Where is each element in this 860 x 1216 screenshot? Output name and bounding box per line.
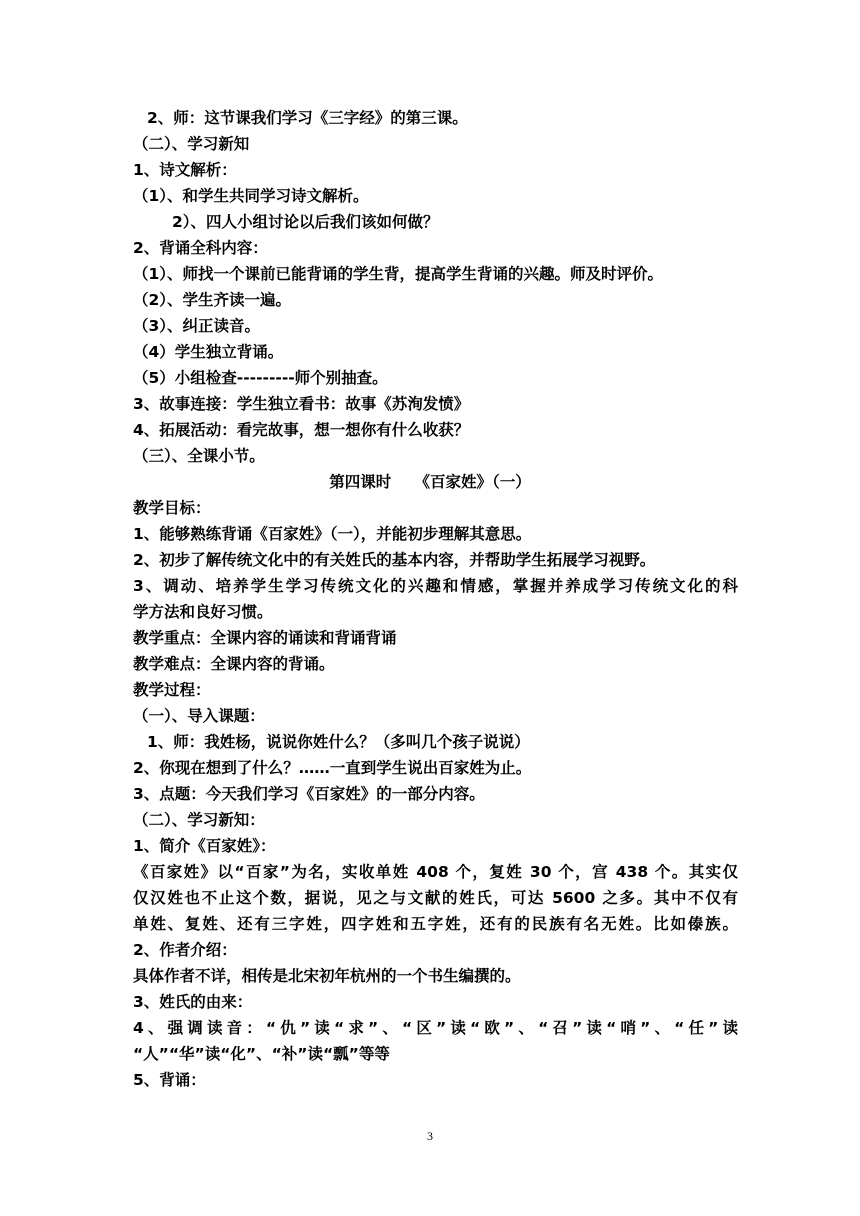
text-line: 具体作者不详，相传是北宋初年杭州的一个书生编撰的。 bbox=[133, 967, 521, 985]
text-line: 4、强调读音：“仇”读“求”、“区”读“欧”、“召”读“哨”、“任”读 bbox=[133, 1019, 738, 1037]
page-number: 3 bbox=[427, 1129, 433, 1143]
text-line: 1、师：我姓杨，说说你姓什么？（多叫几个孩子说说） bbox=[147, 733, 530, 751]
section-heading: （二）、学习新知 bbox=[133, 135, 250, 153]
text-line: “人”“华”读“化”、“补”读“瓢”等等 bbox=[133, 1045, 390, 1063]
text-line: 教学重点：全课内容的诵读和背诵背诵 bbox=[133, 629, 397, 647]
text-line: 2、你现在想到了什么？……一直到学生说出百家姓为止。 bbox=[133, 759, 532, 777]
text-line: 1、诗文解析： bbox=[133, 161, 237, 179]
text-line: 2、作者介绍： bbox=[133, 941, 237, 959]
text-line: 仅汉姓也不止这个数，据说，见之与文献的姓氏，可达 5600 之多。其中不仅有 bbox=[133, 889, 738, 907]
text-line: 2、初步了解传统文化中的有关姓氏的基本内容，并帮助学生拓展学习视野。 bbox=[133, 551, 656, 569]
section-heading: （三）、全课小节。 bbox=[133, 447, 265, 465]
text-line: 3、故事连接：学生独立看书：故事《苏洵发愤》 bbox=[133, 395, 470, 413]
text-line: 4、拓展活动：看完故事，想一想你有什么收获？ bbox=[133, 421, 470, 439]
section-heading: 教学目标： bbox=[133, 499, 211, 517]
text-line: （2）、学生齐读一遍。 bbox=[133, 291, 292, 309]
section-heading: （一）、导入课题： bbox=[133, 707, 265, 725]
text-line: 3、点题：今天我们学习《百家姓》的一部分内容。 bbox=[133, 785, 485, 803]
section-heading: （二）、学习新知： bbox=[133, 811, 265, 829]
text-line: 1、能够熟练背诵《百家姓》（一），并能初步理解其意思。 bbox=[133, 525, 532, 543]
text-line: （1）、和学生共同学习诗文解析。 bbox=[133, 187, 369, 205]
section-heading: 教学过程： bbox=[133, 681, 211, 699]
text-line: （5）小组检查---------师个别抽查。 bbox=[133, 369, 388, 387]
text-line: 学方法和良好习惯。 bbox=[133, 603, 273, 621]
text-line: 5、背诵： bbox=[133, 1071, 206, 1089]
text-line: 单姓、复姓、还有三字姓，四字姓和五字姓，还有的民族有名无姓。比如傣族。 bbox=[133, 915, 738, 933]
text-line: 2）、四人小组讨论以后我们该如何做？ bbox=[172, 213, 439, 231]
text-line: 3、调动、培养学生学习传统文化的兴趣和情感，掌握并养成学习传统文化的科 bbox=[133, 577, 738, 595]
text-line: 教学难点：全课内容的背诵。 bbox=[133, 655, 335, 673]
text-line: （1）、师找一个课前已能背诵的学生背，提高学生背诵的兴趣。师及时评价。 bbox=[133, 265, 664, 283]
text-line: 2、师：这节课我们学习《三字经》的第三课。 bbox=[147, 109, 468, 127]
text-line: （4）学生独立背诵。 bbox=[133, 343, 284, 361]
text-line: 2、背诵全科内容： bbox=[133, 239, 268, 257]
text-line: 1、简介《百家姓》： bbox=[133, 837, 276, 855]
text-line: 3、姓氏的由来： bbox=[133, 993, 253, 1011]
text-line: （3）、纠正读音。 bbox=[133, 317, 261, 335]
lesson-title: 第四课时 《百家姓》（一） bbox=[329, 473, 531, 491]
text-line: 《百家姓》以“百家”为名，实收单姓 408 个，复姓 30 个，宫 438 个。其实仅 bbox=[133, 863, 738, 881]
